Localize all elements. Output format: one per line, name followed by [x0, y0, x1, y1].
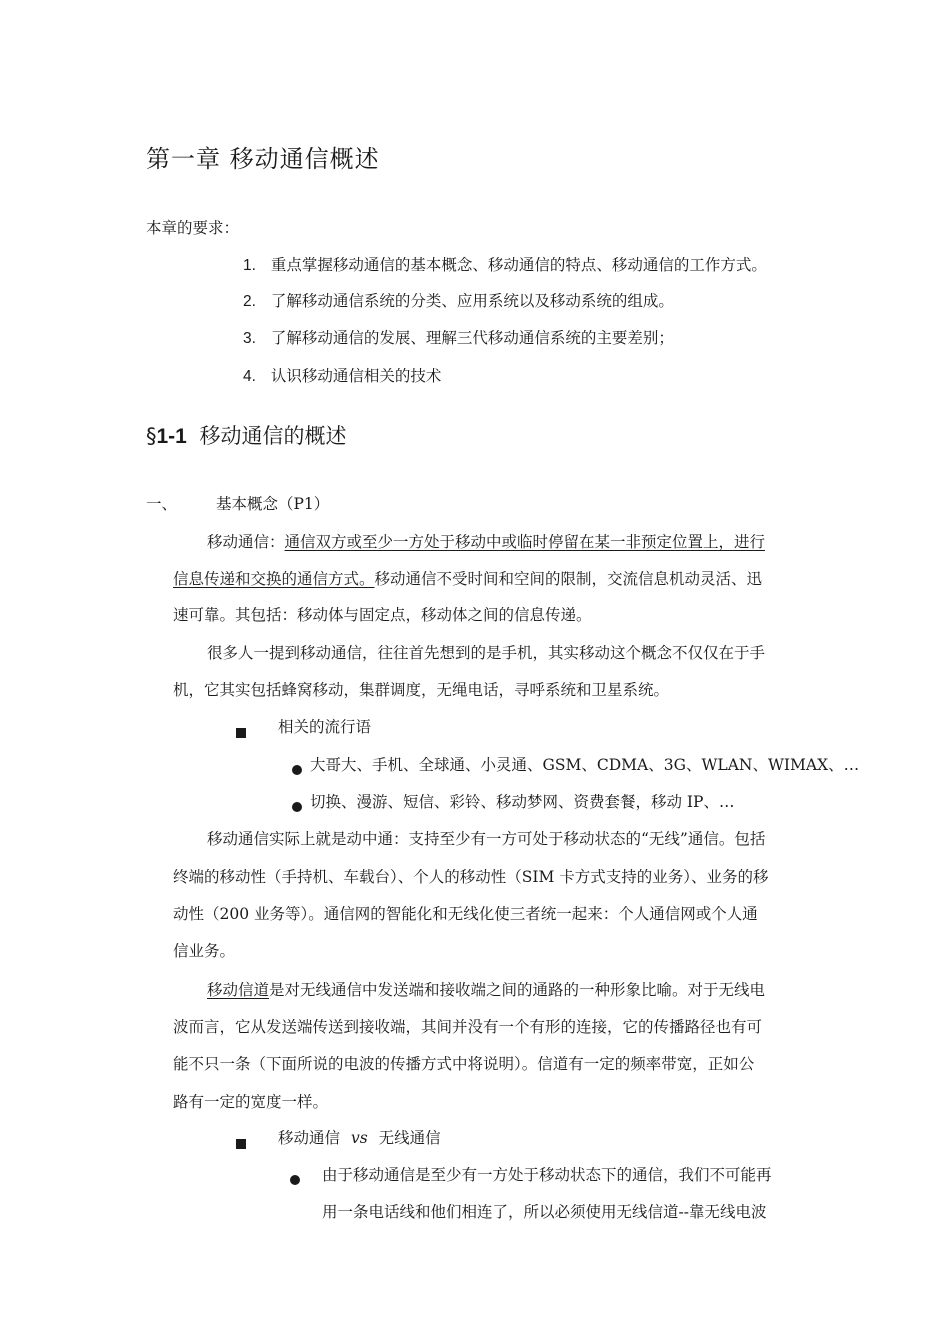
- requirement-number: 1.: [243, 257, 256, 274]
- channel-text: 是对无线通信中发送端和接收端之间的通路的一种形象比喻。对于无线电: [269, 981, 766, 999]
- definition-underlined: 通信双方或至少一方处于移动中或临时停留在某一非预定位置上，进行: [284, 533, 766, 551]
- dot-bullet-icon: [292, 760, 302, 779]
- requirement-text: 重点掌握移动通信的基本概念、移动通信的特点、移动通信的工作方式。: [270, 256, 767, 274]
- paragraph-line: 移动通信实际上就是动中通：支持至少有一方可处于移动状态的“无线”通信。包括: [207, 830, 766, 848]
- buzzword-item: 大哥大、手机、全球通、小灵通、GSM、CDMA、3G、WLAN、WIMAX、…: [310, 756, 860, 774]
- requirement-number: 3.: [243, 330, 256, 347]
- requirement-item: [243, 366, 441, 387]
- paragraph-line: [207, 980, 765, 1000]
- paragraph-line: 路有一定的宽度一样。: [173, 1093, 329, 1111]
- subsection-title: 基本概念（P1）: [216, 495, 330, 513]
- paragraph-line: 能不只一条（下面所说的电波的传播方式中将说明）。信道有一定的频率带宽，正如公: [173, 1055, 755, 1073]
- requirement-text: 了解移动通信系统的分类、应用系统以及移动系统的组成。: [270, 292, 674, 310]
- definition-line: 速可靠。其包括：移动体与固定点，移动体之间的信息传递。: [173, 606, 592, 624]
- subsection-marker: 一、: [146, 495, 178, 513]
- definition-lead: 移动通信：: [207, 533, 285, 551]
- buzzwords-heading: 相关的流行语: [278, 718, 372, 736]
- comparison-item-line: 用一条电话线和他们相连了，所以必须使用无线信道--靠无线电波: [322, 1203, 767, 1221]
- definition-text: 移动通信不受时间和空间的限制，交流信息机动灵活、迅: [374, 570, 763, 588]
- dot-bullet-icon: [292, 797, 302, 816]
- paragraph-line: 很多人一提到移动通信，往往首先想到的是手机，其实移动这个概念不仅仅在于手: [207, 644, 766, 662]
- requirement-item: [243, 328, 674, 349]
- definition-line: [173, 569, 762, 589]
- buzzword-item: 切换、漫游、短信、彩铃、移动梦网、资费套餐，移动 IP、…: [310, 793, 735, 811]
- requirement-text: 了解移动通信的发展、理解三代移动通信系统的主要差别；: [270, 329, 674, 347]
- requirement-number: 2.: [243, 293, 256, 310]
- definition-line: [207, 532, 765, 552]
- requirement-item: [243, 291, 674, 312]
- square-bullet-icon: [236, 723, 246, 742]
- chapter-title: 第一章 移动通信概述: [146, 145, 380, 173]
- square-bullet-icon: [236, 1134, 246, 1153]
- paragraph-line: 机，它其实包括蜂窝移动，集群调度，无绳电话，寻呼系统和卫星系统。: [173, 681, 670, 699]
- comparison-right: 无线通信: [378, 1129, 441, 1147]
- comparison-left: 移动通信: [278, 1129, 341, 1147]
- requirement-text: 认识移动通信相关的技术: [270, 367, 442, 385]
- paragraph-line: 信业务。: [173, 942, 236, 960]
- section-symbol: §: [146, 424, 157, 448]
- dot-bullet-icon: [290, 1170, 300, 1189]
- comparison-heading: [278, 1128, 441, 1148]
- paragraph-line: 波而言，它从发送端传送到接收端，其间并没有一个有形的连接，它的传播路径也有可: [173, 1018, 763, 1036]
- paragraph-line: 终端的移动性（手持机、车载台）、个人的移动性（SIM 卡方式支持的业务）、业务的移: [173, 868, 769, 886]
- requirement-number: 4.: [243, 368, 256, 385]
- section-name: 移动通信的概述: [199, 424, 347, 448]
- requirement-item: [243, 255, 767, 276]
- comparison-item-line: 由于移动通信是至少有一方处于移动状态下的通信，我们不可能再: [322, 1166, 772, 1184]
- paragraph-line: 动性（200 业务等）。通信网的智能化和无线化使三者统一起来：个人通信网或个人通: [173, 905, 758, 923]
- definition-underlined: 信息传递和交换的通信方式。: [173, 570, 375, 588]
- section-title: [146, 420, 347, 450]
- requirements-intro: 本章的要求：: [146, 219, 240, 237]
- channel-term: 移动信道: [207, 981, 270, 999]
- comparison-vs: vs: [350, 1129, 368, 1147]
- section-number: 1-1: [156, 425, 187, 448]
